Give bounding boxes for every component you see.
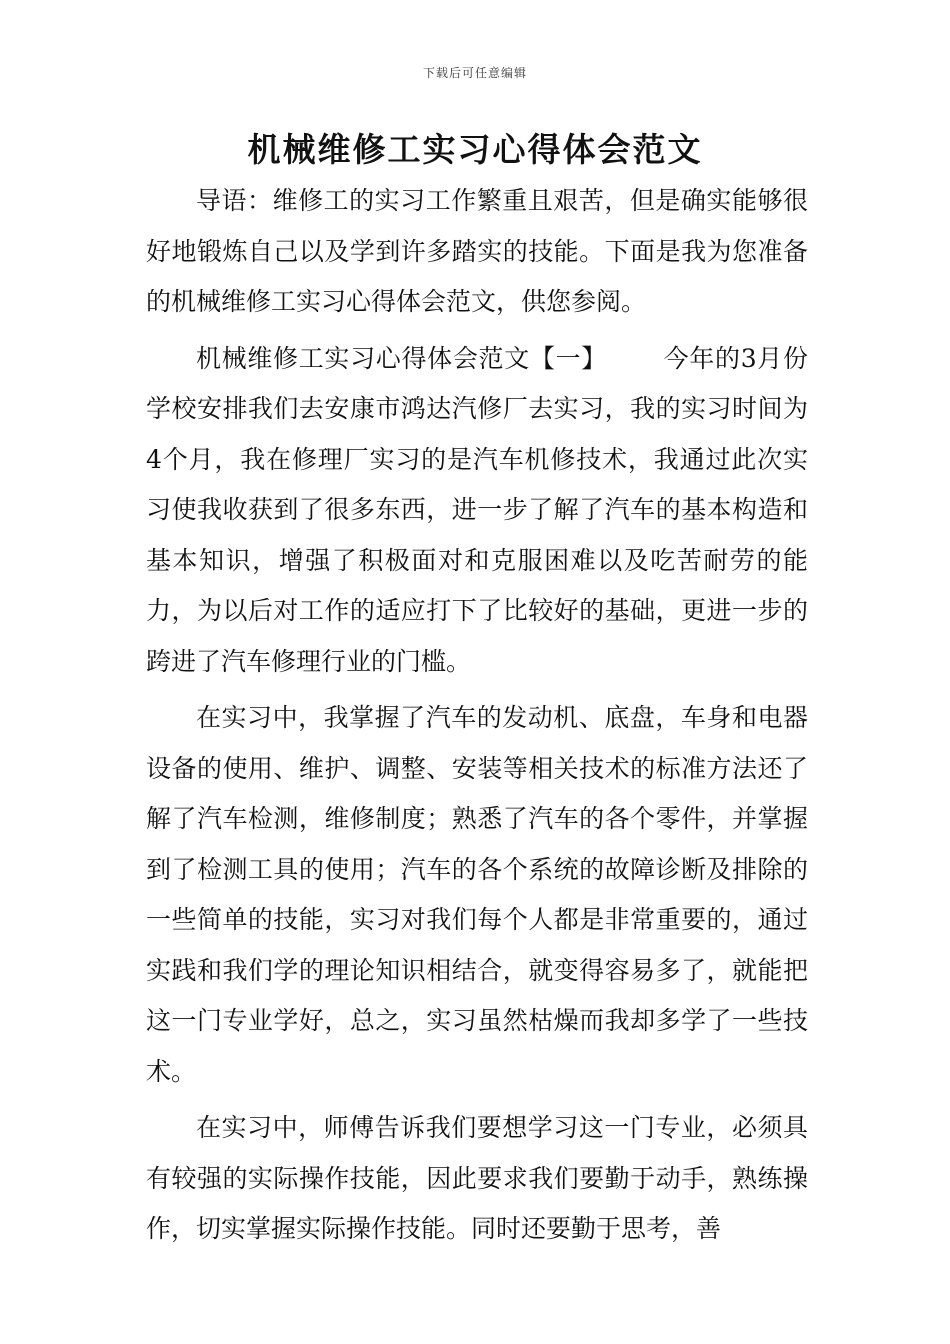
intro-paragraph: 导语：维修工的实习工作繁重且艰苦，但是确实能够很好地锻炼自己以及学到许多踏实的技能。下面是我为您准备的机械维修工实习心得体会范文，供您参阅。 xyxy=(146,186,808,316)
section-heading: 机械维修工实习心得体会范文【一】 xyxy=(196,343,607,373)
section-paragraph-1 xyxy=(146,334,808,688)
document-title: 机械维修工实习心得体会范文 xyxy=(247,130,703,169)
paragraph-1-text: 今年的3月份学校安排我们去安康市鸿达汽修厂去实习，我的实习时间为4个月，我在修理厂实习的是汽车机修技术，我通过此次实习使我收获到了很多东西，进一步了解了汽车的基本构造和基本知识，增强了积极面对和克服困难以及吃苦耐劳的能力，为以后对工作的适应打下了比较好的基础，更进一步的跨进了汽车修理行业的门槛。 xyxy=(146,343,808,676)
header-note: 下载后可任意编辑 xyxy=(422,66,527,80)
paragraph-2: 在实习中，我掌握了汽车的发动机、底盘，车身和电器设备的使用、维护、调整、安装等相关技术的标准方法还了解了汽车检测，维修制度；熟悉了汽车的各个零件，并掌握到了检测工具的使用；汽车的各个系统的故障诊断及排除的一些简单的技能，实习对我们每个人都是非常重要的，通过实践和我们学的理论知识相结合，就变得容易多了，就能把这一门专业学好，总之，实习虽然枯燥而我却多学了一些技术。 xyxy=(146,703,808,1086)
document-body xyxy=(146,176,808,1255)
paragraph-3: 在实习中，师傅告诉我们要想学习这一门专业，必须具有较强的实际操作技能，因此要求我们要勤于动手，熟练操作，切实掌握实际操作技能。同时还要勤于思考，善 xyxy=(146,1113,808,1243)
